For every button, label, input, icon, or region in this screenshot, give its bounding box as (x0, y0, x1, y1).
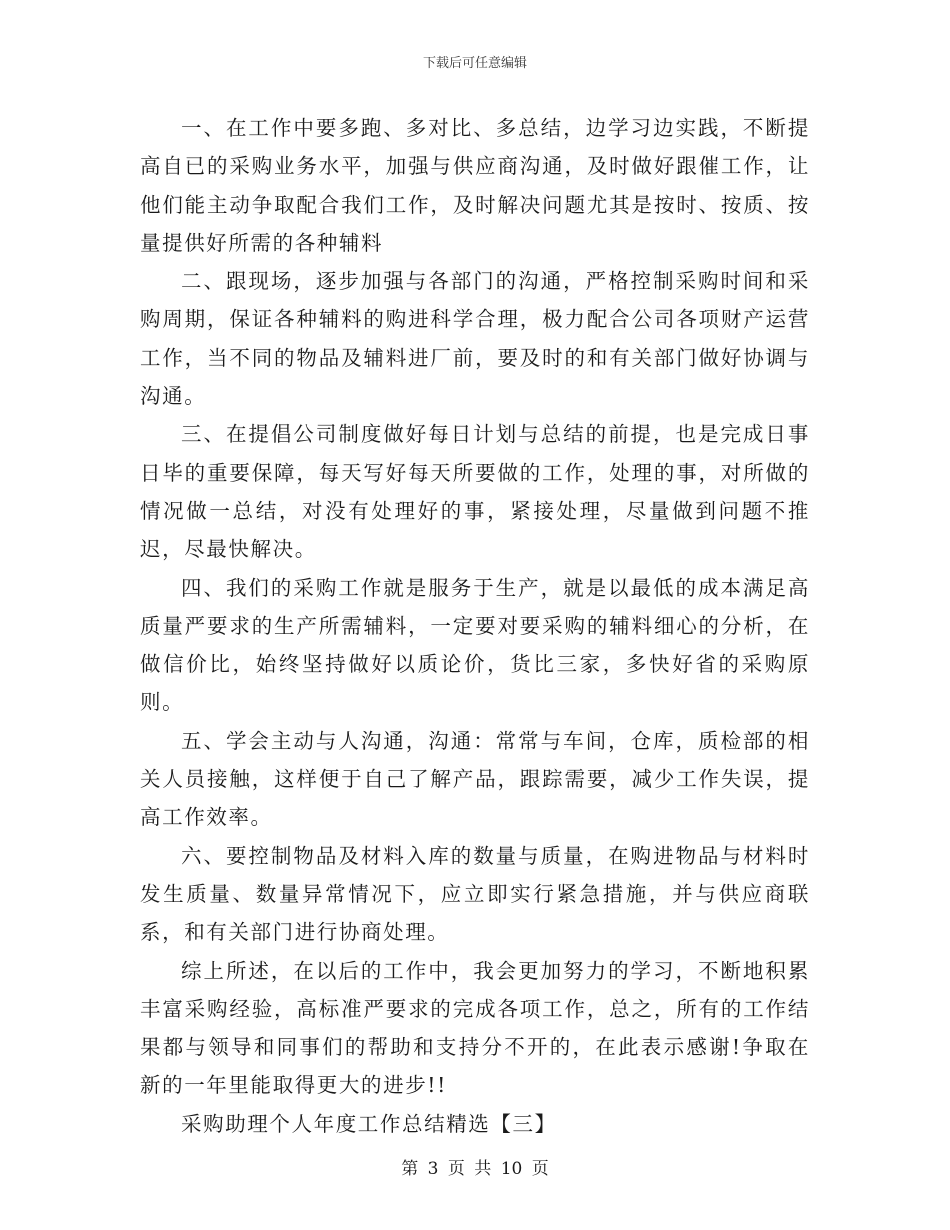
paragraph-3: 三、在提倡公司制度做好每日计划与总结的前提，也是完成日事日毕的重要保障，每天写好每天所要做的工作，处理的事，对所做的情况做一总结，对没有处理好的事，紧接处理，尽量做到问题不推迟，尽最快解决。 (140, 422, 810, 562)
page-header: 下载后可任意编辑 (422, 56, 527, 71)
paragraph-summary: 综上所述，在以后的工作中，我会更加努力的学习，不断地积累丰富采购经验，高标准严要求的完成各项工作，总之，所有的工作结果都与领导和同事们的帮助和支持分不开的，在此表示感谢!争取在新的一年里能取得更大的进步!! (140, 958, 810, 1098)
paragraph-5: 五、学会主动与人沟通，沟通：常常与车间，仓库，质检部的相关人员接触，这样便于自己了解产品，跟踪需要，减少工作失误，提高工作效率。 (140, 728, 810, 830)
paragraph-4: 四、我们的采购工作就是服务于生产，就是以最低的成本满足高质量严要求的生产所需辅料，一定要对要采购的辅料细心的分析，在做信价比，始终坚持做好以质论价，货比三家，多快好省的采购原则。 (140, 575, 810, 715)
page-footer: 第 3 页 共 10 页 (401, 1159, 549, 1179)
document-body (140, 109, 810, 1143)
paragraph-1: 一、在工作中要多跑、多对比、多总结，边学习边实践，不断提高自已的采购业务水平，加强与供应商沟通，及时做好跟催工作，让他们能主动争取配合我们工作，及时解决问题尤其是按时、按质、按量提供好所需的各种辅料 (140, 116, 810, 255)
paragraph-6: 六、要控制物品及材料入库的数量与质量，在购进物品与材料时发生质量、数量异常情况下，应立即实行紧急措施，并与供应商联系，和有关部门进行协商处理。 (140, 843, 810, 945)
section-heading: 采购助理个人年度工作总结精选【三】 (181, 1111, 557, 1136)
paragraph-2: 二、跟现场，逐步加强与各部门的沟通，严格控制采购时间和采购周期，保证各种辅料的购进科学合理，极力配合公司各项财产运营工作，当不同的物品及辅料进厂前，要及时的和有关部门做好协调与沟通。 (140, 269, 810, 409)
